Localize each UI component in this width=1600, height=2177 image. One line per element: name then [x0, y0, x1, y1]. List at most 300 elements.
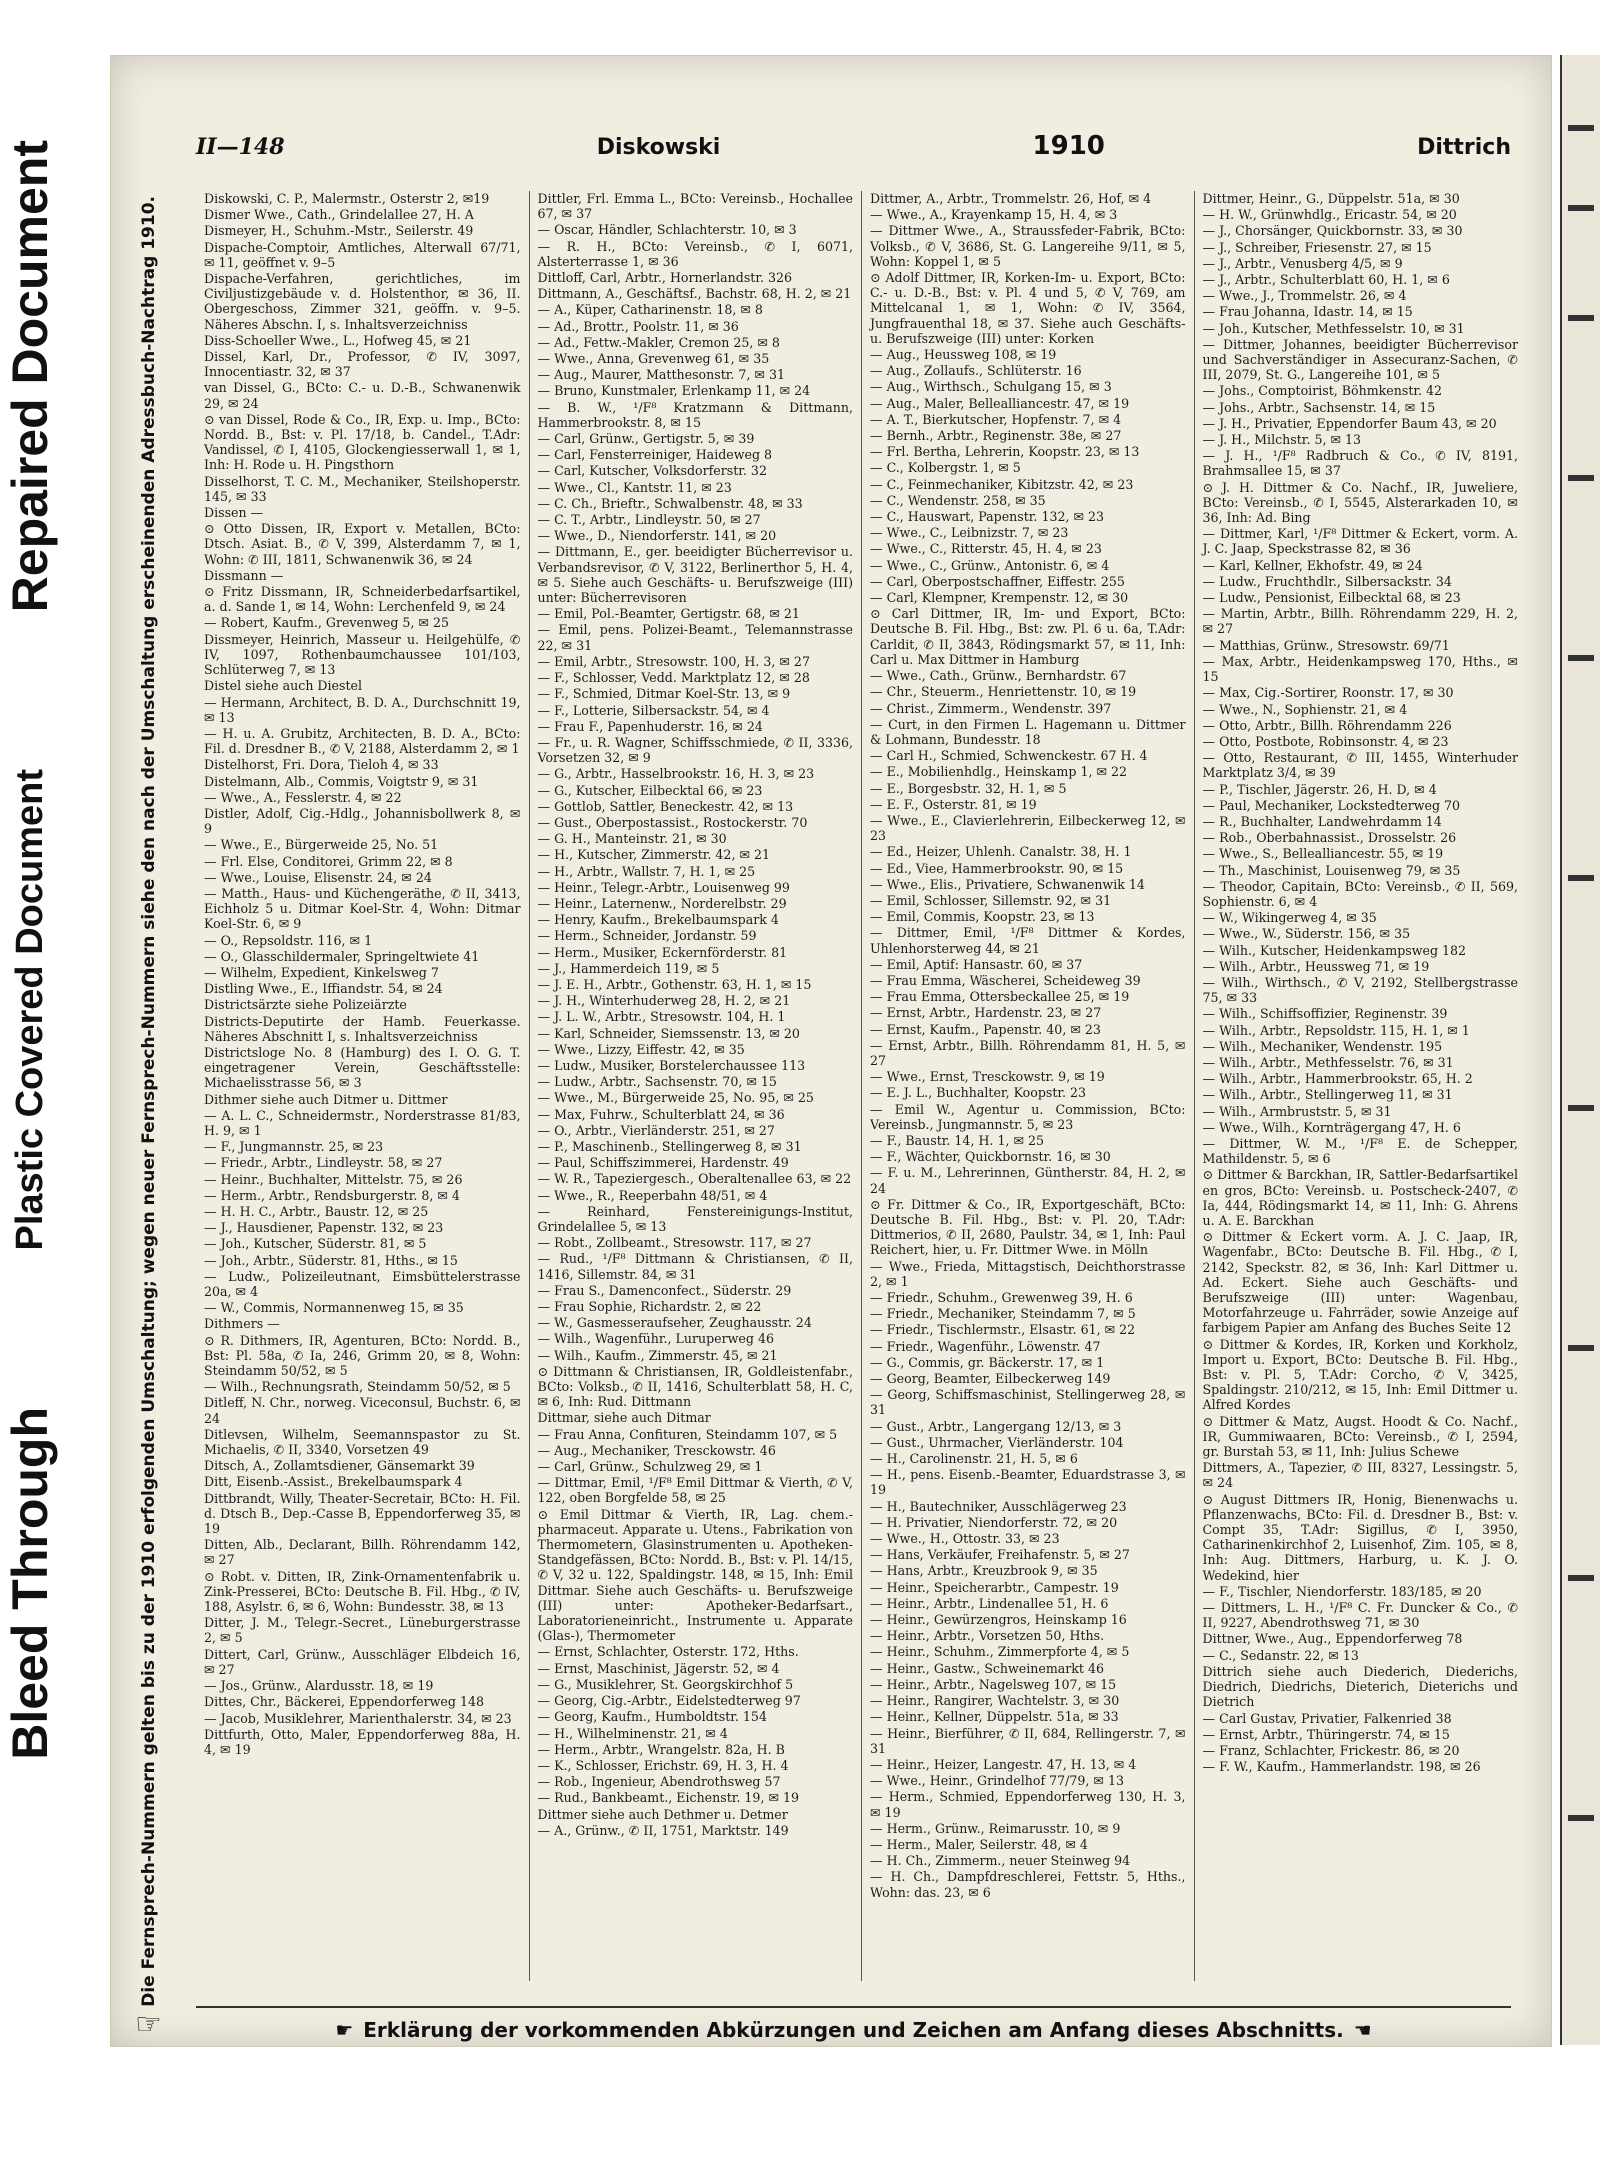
directory-entry: — Paul, Mechaniker, Lockstedterweg 70 — [1202, 797, 1461, 813]
directory-entry: — O., Repsoldstr. 116, ✉ 1 — [204, 932, 373, 948]
directory-entry: — J. H., Winterhuderweg 28, H. 2, ✉ 21 — [537, 993, 791, 1009]
directory-entry: — G. H., Manteinstr. 21, ✉ 30 — [537, 831, 727, 847]
directory-entry: — Joh., Kutscher, Methfesselstr. 10, ✉ 31 — [1202, 320, 1465, 336]
page-header — [196, 131, 1511, 181]
directory-entry: — O., Glasschildermaler, Springeltwiete 41 — [204, 948, 480, 964]
directory-entry: — Bruno, Kunstmaler, Erlenkamp 11, ✉ 24 — [537, 383, 811, 399]
label-repaired-document: Repaired Document — [2, 140, 58, 613]
directory-entry: — H., Wilhelminenstr. 21, ✉ 4 — [537, 1725, 728, 1741]
directory-entry: — Rob., Oberbahnassist., Drosselstr. 26 — [1202, 830, 1457, 846]
directory-entry: — Emil, Schlosser, Sillemstr. 92, ✉ 31 — [870, 892, 1112, 908]
directory-entry: — Jacob, Musiklehrer, Marienthalerstr. 34, ✉ 23 — [204, 1710, 512, 1726]
directory-entry: — Dittmann, E., ger. beeidigter Bücherrevisor u. Verbandsrevisor, ✆ V, 3122, Berlinerthor 5, H. 4, ✉ 5. Siehe auch Geschäfts- u. Berufszweige (III) unter: Bücherrevisoren — [537, 544, 853, 606]
directory-entry: — Wwe., Cath., Grünw., Bernhardstr. 67 — [870, 668, 1127, 684]
directory-entry: — Heinr., Telegr.-Arbtr., Louisenweg 99 — [537, 879, 790, 895]
directory-entry: Dismeyer, H., Schuhm.-Mstr., Seilerstr. 49 — [204, 223, 474, 239]
edge-mark — [1568, 1575, 1594, 1581]
directory-entry: — Wilh., Arbtr., Hammerbrookstr. 65, H. 2 — [1202, 1071, 1473, 1087]
directory-entry: — Heinr., Buchhalter, Mittelstr. 75, ✉ 26 — [204, 1171, 463, 1187]
directory-entry: Districtsärzte siehe Polizeiärzte — [204, 997, 407, 1013]
directory-entry: — A., Grünw., ✆ II, 1751, Marktstr. 149 — [537, 1822, 789, 1838]
directory-entry: — Wwe., S., Bellealliancestr. 55, ✉ 19 — [1202, 846, 1444, 862]
directory-entry: — Wwe., R., Reeperbahn 48/51, ✉ 4 — [537, 1187, 768, 1203]
directory-entry: Dissen — — [204, 505, 264, 521]
directory-entry: Dispache-Verfahren, gerichtliches, im Civiljustizgebäude v. d. Holstenthor, ✉ 36, II. Obergeschoss, Zimmer 321, geöffn. v. 9–5. Näheres Abschn. I, s. Inhaltsverzeichniss — [204, 271, 521, 332]
directory-entry: — Georg, Schiffsmaschinist, Stellingerweg 28, ✉ 31 — [870, 1387, 1186, 1418]
directory-entry: — Wwe., Elis., Privatiere, Schwanenwik 14 — [870, 876, 1145, 892]
directory-entry: — Hermann, Architect, B. D. A., Durchschnitt 19, ✉ 13 — [204, 694, 521, 725]
directory-entry: — Wwe., Lizzy, Eiffestr. 42, ✉ 35 — [537, 1041, 745, 1057]
directory-entry: Dithmers — — [204, 1316, 280, 1332]
directory-entry: — F., Schmied, Ditmar Koel-Str. 13, ✉ 9 — [537, 686, 791, 702]
directory-entry: Dittmer, A., Arbtr., Trommelstr. 26, Hof, ✉ 4 — [870, 191, 1152, 206]
directory-entry: — Heinr., Kellner, Düppelstr. 51a, ✉ 33 — [870, 1709, 1119, 1725]
directory-entry: — Ernst, Arbtr., Billh. Röhrendamm 81, H. 5, ✉ 27 — [870, 1037, 1186, 1068]
directory-entry: — C. T., Arbtr., Lindleystr. 50, ✉ 27 — [537, 512, 761, 528]
directory-entry: Distelmann, Alb., Commis, Voigtstr 9, ✉ 31 — [204, 773, 479, 789]
directory-entry: — A. L. C., Schneidermstr., Norderstrasse 81/83, H. 9, ✉ 1 — [204, 1107, 521, 1138]
header-year: 1910 — [1032, 131, 1105, 161]
directory-entry: — Max, Fuhrw., Schulterblatt 24, ✉ 36 — [537, 1106, 785, 1122]
label-bleed-through: Bleed Through — [2, 1407, 58, 1760]
directory-entry: — Ludw., Polizeileutnant, Eimsbüttelerstrasse 20a, ✉ 4 — [204, 1268, 521, 1300]
directory-entry: — Otto, Postbote, Robinsonstr. 4, ✉ 23 — [1202, 733, 1449, 749]
directory-entry: — Wilh., Arbtr., Heussweg 71, ✉ 19 — [1202, 958, 1430, 974]
directory-entry: — Rud., ¹/F⁸ Dittmann & Christiansen, ✆ II, 1416, Sillemstr. 84, ✉ 31 — [537, 1251, 853, 1282]
directory-entry: — Wwe., C., Ritterstr. 45, H. 4, ✉ 23 — [870, 541, 1102, 557]
directory-entry: — A. T., Bierkutscher, Hopfenstr. 7, ✉ 4 — [870, 411, 1122, 427]
directory-entry: — Wilh., Rechnungsrath, Steindamm 50/52, ✉ 5 — [204, 1379, 511, 1395]
directory-entry: — Herm., Arbtr., Rendsburgerstr. 8, ✉ 4 — [204, 1187, 460, 1203]
directory-entry: — Dittmer, Karl, ¹/F⁸ Dittmer & Eckert, vorm. A. J. C. Jaap, Speckstrasse 82, ✉ 36 — [1202, 526, 1518, 557]
directory-entry: — Hans, Arbtr., Kreuzbrook 9, ✉ 35 — [870, 1563, 1098, 1579]
directory-entry: — Aug., Zollaufs., Schlüterstr. 16 — [870, 363, 1082, 379]
directory-entry: — H., pens. Eisenb.-Beamter, Eduardstrasse 3, ✉ 19 — [870, 1467, 1186, 1498]
directory-entry: Dittmers, A., Tapezier, ✆ III, 8327, Lessingstr. 5, ✉ 24 — [1202, 1460, 1518, 1491]
directory-entry: — Th., Maschinist, Louisenweg 79, ✉ 35 — [1202, 862, 1461, 878]
edge-mark — [1568, 475, 1594, 481]
edge-mark — [1568, 315, 1594, 321]
directory-entry: — Wwe., W., Süderstr. 156, ✉ 35 — [1202, 926, 1411, 942]
directory-entry: — F., Tischler, Niendorferstr. 183/185, ✉ 20 — [1202, 1583, 1482, 1599]
directory-entry: — Wilh., Arbtr., Repsoldstr. 115, H. 1, ✉ 1 — [1202, 1022, 1470, 1038]
edge-mark — [1568, 1815, 1594, 1821]
directory-entry: Dithmer siehe auch Ditmer u. Dittmer — [204, 1091, 448, 1107]
edge-mark — [1568, 205, 1594, 211]
directory-entry: — Wwe., Cl., Kantstr. 11, ✉ 23 — [537, 479, 732, 495]
directory-entry: — K., Schlosser, Erichstr. 69, H. 3, H. 4 — [537, 1757, 789, 1773]
directory-entry: — Wwe., C., Grünw., Antonistr. 6, ✉ 4 — [870, 557, 1110, 573]
directory-entry: ⊙ R. Dithmers, IR, Agenturen, BCto: Nordd. B., Bst: Pl. 58a, ✆ Ia, 246, Grimm 20, ✉ 8, Wohn: Steindamm 50/52, ✉ 5 — [204, 1332, 521, 1379]
edge-mark — [1568, 655, 1594, 661]
directory-entry: Dittmar, siehe auch Ditmar — [537, 1410, 711, 1426]
directory-entry: — Wilh., Arbtr., Stellingerweg 11, ✉ 31 — [1202, 1087, 1453, 1103]
directory-entry: — Aug., Maurer, Matthesonstr. 7, ✉ 31 — [537, 367, 786, 383]
directory-entry: — Heinr., Arbtr., Vorsetzen 50, Hths. — [870, 1628, 1105, 1644]
directory-entry: — Ernst, Arbtr., Thüringerstr. 74, ✉ 15 — [1202, 1726, 1450, 1742]
directory-entry: Dittmer, Heinr., G., Düppelstr. 51a, ✉ 30 — [1202, 191, 1460, 206]
directory-entry: — Henry, Kaufm., Brekelbaumspark 4 — [537, 912, 779, 928]
directory-entry: — H., Kutscher, Zimmerstr. 42, ✉ 21 — [537, 847, 771, 863]
directory-entry: — Max, Cig.-Sortirer, Roonstr. 17, ✉ 30 — [1202, 685, 1454, 701]
directory-entry: — J., Hammerdeich 119, ✉ 5 — [537, 960, 720, 976]
directory-entry: — Ludw., Musiker, Borstelerchaussee 113 — [537, 1057, 806, 1073]
directory-entry: — H. W., Grünwhdlg., Ericastr. 54, ✉ 20 — [1202, 207, 1457, 223]
directory-entry: — Bernh., Arbtr., Reginenstr. 38e, ✉ 27 — [870, 428, 1122, 444]
directory-entry: — Dittmer, Emil, ¹/F⁸ Dittmer & Kordes, Uhlenhorsterweg 44, ✉ 21 — [870, 925, 1186, 956]
directory-entry: — Wilh., Mechaniker, Wendenstr. 195 — [1202, 1038, 1443, 1054]
directory-entry: ⊙ Dittmer & Kordes, IR, Korken und Korkholz, Import u. Export, BCto: Deutsche B. Fil. Hbg., Bst: v. Pl. 5, T.Adr: Corcho, ✆ V, 3425, Spaldingstr. 210/212, ✉ 15, Inh: Emil Dittmer u. Alfred Kordes — [1202, 1336, 1518, 1413]
directory-entry: — Heinr., Bierführer, ✆ II, 684, Rellingerstr. 7, ✉ 31 — [870, 1725, 1186, 1756]
directory-entry: — Frl. Else, Conditorei, Grimm 22, ✉ 8 — [204, 853, 453, 869]
directory-entry: Dittbrandt, Willy, Theater-Secretair, BCto: H. Fil. d. Dtsch B., Dep.-Casse B, Eppendorferweg 35, ✉ 19 — [204, 1490, 521, 1537]
directory-entry: — Wwe., E., Bürgerweide 25, No. 51 — [204, 837, 439, 853]
directory-entry: — H., Bautechniker, Ausschlägerweg 23 — [870, 1498, 1127, 1514]
directory-entry: — Heinr., Gastw., Schweinemarkt 46 — [870, 1660, 1105, 1676]
directory-entry: — C., Hauswart, Papenstr. 132, ✉ 23 — [870, 509, 1105, 525]
directory-entry: — Friedr., Wagenführ., Löwenstr. 47 — [870, 1338, 1101, 1354]
directory-entry: Dissel, Karl, Dr., Professor, ✆ IV, 3097, Innocentiastr. 32, ✉ 37 — [204, 349, 521, 380]
directory-entry: — Ed., Heizer, Uhlenh. Canalstr. 38, H. 1 — [870, 844, 1132, 860]
directory-entry: — J. L. W., Arbtr., Stresowstr. 104, H. 1 — [537, 1009, 786, 1025]
directory-entry: — Matthias, Grünw., Stresowstr. 69/71 — [1202, 637, 1450, 653]
directory-entry: — Frau Emma, Ottersbeckallee 25, ✉ 19 — [870, 989, 1130, 1005]
directory-entry: — Hans, Verkäufer, Freihafenstr. 5, ✉ 27 — [870, 1547, 1130, 1563]
directory-entry: — Ad., Brottr., Poolstr. 11, ✉ 36 — [537, 318, 739, 334]
directory-entry: — Heinr., Arbtr., Lindenallee 51, H. 6 — [870, 1595, 1109, 1611]
directory-entry: — Wwe., C., Leibnizstr. 7, ✉ 23 — [870, 525, 1069, 541]
directory-entry: — Fr., u. R. Wagner, Schiffsschmiede, ✆ II, 3336, Vorsetzen 32, ✉ 9 — [537, 734, 853, 766]
directory-entry: — A., Küper, Catharinenstr. 18, ✉ 8 — [537, 302, 763, 318]
column-4 — [1194, 191, 1527, 1981]
directory-entry: — J. E. H., Arbtr., Gothenstr. 63, H. 1, ✉ 15 — [537, 976, 812, 992]
directory-entry: — Robert, Kaufm., Grevenweg 5, ✉ 25 — [204, 615, 450, 631]
directory-entry: ⊙ Adolf Dittmer, IR, Korken-Im- u. Export, BCto: C.- u. D.-B., Bst: v. Pl. 4 und 5, ✆ V, 769, am Mittelcanal 1, ✉ 1, Wohn: ✆ IV, 3564, Jungfrauenthal 18, ✉ 37. Siehe auch Geschäfts- u. Berufszweige (III) unter: Korken — [870, 270, 1186, 346]
header-last-entry: Dittrich — [1417, 135, 1511, 160]
directory-entry: ⊙ Dittmer & Barckhan, IR, Sattler-Bedarfsartikel en gros, BCto: Vereinsb. u. Postscheck-2407, ✆ Ia, 444, Rödingsmarkt 14, ✉ 11, Inh: G. Ahrens u. A. E. Barckhan — [1202, 1167, 1518, 1228]
directory-entry: — Otto, Arbtr., Billh. Röhrendamm 226 — [1202, 717, 1452, 733]
directory-entry: — W. R., Tapeziergesch., Oberaltenallee 63, ✉ 22 — [537, 1171, 852, 1187]
directory-entry: — Georg, Cig.-Arbtr., Eidelstedterweg 97 — [537, 1693, 801, 1709]
directory-entry: Dissmeyer, Heinrich, Masseur u. Heilgehülfe, ✆ IV, 1097, Rothenbaumchaussee 101/103, Schlüterweg 7, ✉ 13 — [204, 631, 521, 678]
page-number: II—148 — [196, 134, 285, 160]
directory-entry: — Wilh., Kaufm., Zimmerstr. 45, ✉ 21 — [537, 1347, 778, 1363]
directory-entry: — Emil, pens. Polizei-Beamt., Telemannstrasse 22, ✉ 31 — [537, 622, 853, 653]
directory-entry: Dittes, Chr., Bäckerei, Eppendorferweg 148 — [204, 1694, 484, 1710]
directory-entry: — F., Schlosser, Vedd. Marktplatz 12, ✉ 28 — [537, 670, 810, 686]
directory-entry: — Wwe., H., Ottostr. 33, ✉ 23 — [870, 1531, 1060, 1547]
directory-entry: Dismer Wwe., Cath., Grindelallee 27, H. A — [204, 207, 474, 223]
directory-entry: — Curt, in den Firmen L. Hagemann u. Dittmer & Lohmann, Bundesstr. 18 — [870, 716, 1186, 747]
directory-entry: — W., Gasmesseraufseher, Zeughausstr. 24 — [537, 1315, 812, 1331]
directory-entry: — Wilh., Kutscher, Heidenkampsweg 182 — [1202, 942, 1467, 958]
directory-entry: — P., Tischler, Jägerstr. 26, H. D, ✉ 4 — [1202, 781, 1437, 797]
directory-entry: — Wwe., Heinr., Grindelhof 77/79, ✉ 13 — [870, 1773, 1125, 1789]
next-page-edge — [1560, 55, 1600, 2045]
directory-entry: — Emil, Aptif: Hansastr. 60, ✉ 37 — [870, 956, 1083, 972]
directory-entry: — Dittmer Wwe., A., Straussfeder-Fabrik, BCto: Volksb., ✆ V, 3686, St. G. Langereihe 9/11, ✉ 5, Wohn: Koppel 1, ✉ 5 — [870, 223, 1186, 269]
directory-entry: Dittler, Frl. Emma L., BCto: Vereinsb., Hochallee 67, ✉ 37 — [537, 191, 853, 222]
directory-entry: — Wwe., A., Fesslerstr. 4, ✉ 22 — [204, 789, 402, 805]
directory-entry: — R. H., BCto: Vereinsb., ✆ I, 6071, Alsterterrasse 1, ✉ 36 — [537, 238, 853, 269]
directory-entry: — Robt., Zollbeamt., Stresowstr. 117, ✉ 27 — [537, 1235, 812, 1251]
directory-entry: — Ludw., Fruchthdlr., Silbersackstr. 34 — [1202, 573, 1452, 589]
directory-entry: — G., Commis, gr. Bäckerstr. 17, ✉ 1 — [870, 1354, 1105, 1370]
directory-entry: — Rob., Ingenieur, Abendrothsweg 57 — [537, 1774, 781, 1790]
directory-entry: — Wwe., Anna, Grevenweg 61, ✉ 35 — [537, 351, 770, 367]
directory-entry: — Friedr., Tischlermstr., Elsastr. 61, ✉ 22 — [870, 1322, 1136, 1338]
directory-entry: Districtsloge No. 8 (Hamburg) des I. O. G. T. eingetragener Verein, Geschäftsstelle: Michaelisstrasse 56, ✉ 3 — [204, 1044, 521, 1091]
directory-entry: — G., Kutscher, Eilbecktal 66, ✉ 23 — [537, 782, 763, 798]
directory-entry: ⊙ Otto Dissen, IR, Export v. Metallen, BCto: Dtsch. Asiat. B., ✆ V, 399, Alsterdamm 7, ✉ 1, Wohn: ✆ III, 1811, Schwanenwik 36, ✉ 24 — [204, 521, 521, 567]
edge-mark — [1568, 125, 1594, 131]
directory-entry: Districts-Deputirte der Hamb. Feuerkasse. Näheres Abschnitt I, s. Inhaltsverzeichniss — [204, 1013, 521, 1044]
directory-entry: — Wilh., Armbruststr. 5, ✉ 31 — [1202, 1103, 1392, 1119]
directory-entry: ⊙ Robt. v. Ditten, IR, Zink-Ornamentenfabrik u. Zink-Presserei, BCto: Deutsche B. Fil. Hbg., ✆ IV, 188, Asylstr. 6, ✉ 6, Wohn: Bundesstr. 38, ✉ 13 — [204, 1568, 521, 1615]
directory-entry: — Wwe., N., Sophienstr. 21, ✉ 4 — [1202, 701, 1408, 717]
directory-entry: — F. u. M., Lehrerinnen, Güntherstr. 84, H. 2, ✉ 24 — [870, 1165, 1186, 1196]
directory-entry: — H. H. C., Arbtr., Baustr. 12, ✉ 25 — [204, 1204, 429, 1219]
directory-entry: — W., Commis, Normannenweg 15, ✉ 35 — [204, 1300, 464, 1316]
directory-entry: — Wilh., Schiffsoffizier, Reginenstr. 39 — [1202, 1006, 1448, 1022]
directory-entry: — Herm., Schmied, Eppendorferweg 130, H. 3, ✉ 19 — [870, 1789, 1186, 1820]
directory-entry: — Wilh., Wirthsch., ✆ V, 2192, Stellbergstrasse 75, ✉ 33 — [1202, 974, 1518, 1006]
directory-entry: Distelhorst, Fri. Dora, Tieloh 4, ✉ 33 — [204, 757, 439, 773]
directory-entry: — Dittmers, L. H., ¹/F⁸ C. Fr. Duncker & Co., ✆ II, 9227, Abendrothsweg 71, ✉ 30 — [1202, 1600, 1518, 1631]
directory-entry: — J., Chorsänger, Quickbornstr. 33, ✉ 30 — [1202, 223, 1463, 239]
directory-entry: — Wilh., Arbtr., Methfesselstr. 76, ✉ 31 — [1202, 1054, 1454, 1070]
directory-entry: — P., Maschinenb., Stellingerweg 8, ✉ 31 — [537, 1138, 802, 1154]
directory-entry: — Wilh., Wagenführ., Luruperweg 46 — [537, 1331, 774, 1347]
directory-entry: — Herm., Musiker, Eckernförderstr. 81 — [537, 944, 788, 960]
directory-entry: — C. Ch., Brieftr., Schwalbenstr. 48, ✉ 33 — [537, 495, 803, 511]
directory-entry: Dispache-Comptoir, Amtliches, Alterwall 67/71, ✉ 11, geöffnet v. 9–5 — [204, 239, 521, 270]
directory-entry: — Dittmer, W. M., ¹/F⁸ E. de Schepper, Mathildenstr. 5, ✉ 6 — [1202, 1135, 1518, 1167]
directory-columns — [196, 191, 1526, 1981]
directory-entry: ⊙ Dittmer & Matz, Augst. Hoodt & Co. Nachf., IR, Gummiwaaren, BCto: Vereinsb., ✆ I, 2594, gr. Burstah 53, ✉ 11, Inh: Julius Schewe — [1202, 1413, 1518, 1460]
directory-entry: — C., Kolbergstr. 1, ✉ 5 — [870, 460, 1021, 476]
directory-entry: Ditten, Alb., Declarant, Billh. Röhrendamm 142, ✉ 27 — [204, 1537, 521, 1568]
label-plastic-covered-document: Plastic Covered Document — [8, 769, 51, 1251]
directory-entry: — Heinr., Laternenw., Norderelbstr. 29 — [537, 895, 787, 911]
directory-entry: — Heinr., Rangirer, Wachtelstr. 3, ✉ 30 — [870, 1693, 1120, 1709]
directory-entry: — Carl, Grünw., Gertigstr. 5, ✉ 39 — [537, 431, 755, 447]
directory-entry: — Georg, Kaufm., Humboldtstr. 154 — [537, 1709, 767, 1725]
directory-entry: — Joh., Kutscher, Süderstr. 81, ✉ 5 — [204, 1236, 427, 1252]
directory-entry: — Herm., Arbtr., Wrangelstr. 82a, H. B — [537, 1741, 785, 1757]
directory-entry: — E. F., Osterstr. 81, ✉ 19 — [870, 796, 1037, 812]
directory-entry: — H. Ch., Zimmerm., neuer Steinweg 94 — [870, 1853, 1131, 1869]
directory-entry: — Carl, Oberpostschaffner, Eiffestr. 255 — [870, 573, 1125, 589]
directory-entry: — Carl, Grünw., Schulzweg 29, ✉ 1 — [537, 1459, 763, 1475]
directory-entry: — H. u. A. Grubitz, Architecten, B. D. A., BCto: Fil. d. Dresdner B., ✆ V, 2188, Alsterdamm 2, ✉ 1 — [204, 725, 521, 757]
directory-entry: Dittner, Wwe., Aug., Eppendorferweg 78 — [1202, 1631, 1463, 1647]
directory-entry: — Wwe., Frieda, Mittagstisch, Deichthorstrasse 2, ✉ 1 — [870, 1258, 1186, 1289]
directory-entry: — C., Feinmechaniker, Kibitzstr. 42, ✉ 23 — [870, 476, 1134, 492]
directory-entry: — Heinr., Speicherarbtr., Campestr. 19 — [870, 1579, 1119, 1595]
directory-entry: — H., Carolinenstr. 21, H. 5, ✉ 6 — [870, 1451, 1078, 1467]
directory-entry: — Chr., Steuerm., Henriettenstr. 10, ✉ 19 — [870, 684, 1137, 700]
directory-entry: Diskowski, C. P., Malermstr., Osterstr 2, ✉19 — [204, 191, 490, 206]
directory-entry: — F., Wächter, Quickbornstr. 16, ✉ 30 — [870, 1149, 1111, 1165]
directory-entry: — Wwe., Ernst, Tresckowstr. 9, ✉ 19 — [870, 1069, 1105, 1085]
directory-entry: — Joh., Arbtr., Süderstr. 81, Hths., ✉ 15 — [204, 1252, 458, 1268]
directory-entry: — Georg, Beamter, Eilbeckerweg 149 — [870, 1371, 1111, 1387]
directory-entry: ⊙ Dittmann & Christiansen, IR, Goldleistenfabr., BCto: Volksb., ✆ II, 1416, Schulterblatt 58, H. C, ✉ 6, Inh: Rud. Dittmann — [537, 1363, 853, 1410]
directory-entry: — H. Ch., Dampfdreschlerei, Fettstr. 5, Hths., Wohn: das. 23, ✉ 6 — [870, 1869, 1186, 1900]
directory-entry: — Friedr., Mechaniker, Steindamm 7, ✉ 5 — [870, 1306, 1136, 1322]
directory-entry: — Ernst, Kaufm., Papenstr. 40, ✉ 23 — [870, 1021, 1101, 1037]
directory-entry: Ditleff, N. Chr., norweg. Viceconsul, Buchstr. 6, ✉ 24 — [204, 1395, 521, 1426]
directory-entry: — Emil, Pol.-Beamter, Gertigstr. 68, ✉ 21 — [537, 606, 800, 622]
directory-entry: — E., Mobilienhdlg., Heinskamp 1, ✉ 22 — [870, 764, 1128, 780]
directory-entry: — Gottlob, Sattler, Beneckestr. 42, ✉ 13 — [537, 798, 794, 814]
directory-entry: — Gust., Arbtr., Langergang 12/13, ✉ 3 — [870, 1418, 1122, 1434]
directory-entry: — Gust., Uhrmacher, Vierländerstr. 104 — [870, 1434, 1124, 1450]
edge-mark — [1568, 875, 1594, 881]
scan-condition-labels — [0, 140, 60, 1760]
directory-entry: ⊙ Carl Dittmer, IR, Im- und Export, BCto: Deutsche B. Fil. Hbg., Bst: zw. Pl. 6 u. 6a, T.Adr: Carldit, ✆ II, 3843, Rödingsmarkt 57, ✉ 11, Inh: Carl u. Max Dittmer in Hamburg — [870, 606, 1186, 667]
directory-entry: — Heinr., Heizer, Langestr. 47, H. 13, ✉ 4 — [870, 1756, 1137, 1772]
directory-entry: ⊙ van Dissel, Rode & Co., IR, Exp. u. Imp., BCto: Nordd. B., Bst: v. Pl. 17/18, b. Candel., T.Adr: Vandissel, ✆ I, 4105, Glockengiesserwall 1, ✉ 1, Inh: H. Rode u. H. Pingsthorn — [204, 411, 521, 473]
directory-entry: — Carl, Kutscher, Volksdorferstr. 32 — [537, 463, 767, 479]
directory-entry: — Reinhard, Fenstereinigungs-Institut, Grindelallee 5, ✉ 13 — [537, 1203, 853, 1234]
directory-entry: — Gust., Oberpostassist., Rostockerstr. 70 — [537, 814, 808, 830]
directory-entry: — J., Schreiber, Friesenstr. 27, ✉ 15 — [1202, 239, 1432, 255]
directory-entry: — J. H., Milchstr. 5, ✉ 13 — [1202, 432, 1362, 448]
directory-entry: — Heinr., Gewürzengros, Heinskamp 16 — [870, 1612, 1127, 1628]
directory-entry: — Frau Emma, Wäscherei, Scheideweg 39 — [870, 972, 1141, 988]
directory-entry: — Aug., Wirthsch., Schulgang 15, ✉ 3 — [870, 379, 1112, 395]
directory-entry: — W., Wikingerweg 4, ✉ 35 — [1202, 910, 1377, 926]
directory-entry: — C., Sedanstr. 22, ✉ 13 — [1202, 1647, 1359, 1663]
directory-entry: — Johs., Arbtr., Sachsenstr. 14, ✉ 15 — [1202, 399, 1436, 415]
directory-entry: — Franz, Schlachter, Frickestr. 86, ✉ 20 — [1202, 1742, 1460, 1758]
directory-entry: — Rud., Bankbeamt., Eichenstr. 19, ✉ 19 — [537, 1790, 800, 1806]
directory-entry: — Martin, Arbtr., Billh. Röhrendamm 229, H. 2, ✉ 27 — [1202, 606, 1518, 637]
directory-entry: — Friedr., Arbtr., Lindleystr. 58, ✉ 27 — [204, 1155, 443, 1171]
directory-entry: — E., Borgesbstr. 32, H. 1, ✉ 5 — [870, 780, 1067, 796]
directory-entry: — O., Arbtr., Vierländerstr. 251, ✉ 27 — [537, 1122, 775, 1138]
directory-entry: Ditt, Eisenb.-Assist., Brekelbaumspark 4 — [204, 1474, 463, 1490]
directory-entry: — Ernst, Arbtr., Hardenstr. 23, ✉ 27 — [870, 1005, 1102, 1021]
directory-entry: — F., Jungmannstr. 25, ✉ 23 — [204, 1139, 384, 1155]
directory-entry: — F. W., Kaufm., Hammerlandstr. 198, ✉ 26 — [1202, 1759, 1481, 1775]
directory-entry: — Herm., Maler, Seilerstr. 48, ✉ 4 — [870, 1836, 1088, 1852]
directory-entry: — Wwe., A., Krayenkamp 15, H. 4, ✉ 3 — [870, 207, 1118, 223]
column-1 — [196, 191, 529, 1981]
directory-entry: — Carl Gustav, Privatier, Falkenried 38 — [1202, 1710, 1452, 1726]
directory-entry: — Ludw., Pensionist, Eilbecktal 68, ✉ 23 — [1202, 590, 1461, 606]
directory-entry: — F., Baustr. 14, H. 1, ✉ 25 — [870, 1132, 1045, 1148]
directory-entry: — H., Arbtr., Wallstr. 7, H. 1, ✉ 25 — [537, 863, 756, 879]
directory-entry: — Theodor, Capitain, BCto: Vereinsb., ✆ II, 569, Sophienstr. 6, ✉ 4 — [1202, 878, 1518, 909]
directory-entry: — Ernst, Maschinist, Jägerstr. 52, ✉ 4 — [537, 1660, 780, 1676]
directory-entry: — Wwe., E., Clavierlehrerin, Eilbeckerweg 12, ✉ 23 — [870, 812, 1186, 844]
directory-entry: — Frau S., Damenconfect., Süderstr. 29 — [537, 1282, 792, 1298]
directory-entry: ⊙ Emil Dittmar & Vierth, IR, Lag. chem.-pharmaceut. Apparate u. Utens., Fabrikation von Thermometern, Glasinstrumenten u. Apotheken-Standgefässen, BCto: Nordd. B., Bst: v. Pl. 14/15, ✆ V, 32 u. 122, Spaldingstr. 148, ✉ 15, Inh: Emil Dittmar. Siehe auch Geschäfts- u. Berufszweige (III) unter: Apotheker-Bedarfsart., Laboratorieneinricht., Instrumente u. Apparate (Glas-), Thermometer — [537, 1506, 853, 1644]
phone-number-notice: Die Fernsprech-Nummern gelten bis zu der 1910 erfolgenden Umschaltung; wegen neuer Fernsprech-Nummern siehe den nach der Umschaltung erscheinenden Adressbuch-Nachtrag 1910. — [138, 196, 159, 2007]
directory-entry: — Frau Anna, Confituren, Steindamm 107, ✉ 5 — [537, 1426, 838, 1442]
directory-entry: — Dittmar, Emil, ¹/F⁸ Emil Dittmar & Vierth, ✆ V, 122, oben Borgfelde 58, ✉ 25 — [537, 1475, 853, 1506]
directory-entry: — J., Arbtr., Schulterblatt 60, H. 1, ✉ 6 — [1202, 272, 1450, 288]
directory-entry: — G., Musiklehrer, St. Georgskirchhof 5 — [537, 1676, 794, 1692]
directory-entry: van Dissel, G., BCto: C.- u. D.-B., Schwanenwik 29, ✉ 24 — [204, 380, 521, 411]
directory-entry: — Friedr., Schuhm., Grewenweg 39, H. 6 — [870, 1290, 1133, 1306]
directory-entry: Dittmer siehe auch Dethmer u. Detmer — [537, 1806, 788, 1822]
directory-entry: — Carl, Fensterreiniger, Haideweg 8 — [537, 447, 773, 463]
directory-entry: Diss-Schoeller Wwe., L., Hofweg 45, ✉ 21 — [204, 332, 472, 348]
directory-entry: Dittloff, Carl, Arbtr., Hornerlandstr. 326 — [537, 270, 793, 286]
directory-entry: — Aug., Heussweg 108, ✉ 19 — [870, 347, 1057, 363]
directory-entry: Ditsch, A., Zollamtsdiener, Gänsemarkt 39 — [204, 1458, 475, 1474]
pointing-hand-left-icon: ☚ — [1353, 2018, 1372, 2042]
directory-entry: Ditlevsen, Wilhelm, Seemannspastor zu St. Michaelis, ✆ II, 3340, Vorsetzen 49 — [204, 1426, 521, 1458]
directory-entry: — C., Wendenstr. 258, ✉ 35 — [870, 492, 1046, 508]
directory-entry: — Paul, Schiffszimmerei, Hardenstr. 49 — [537, 1155, 789, 1171]
edge-mark — [1568, 1105, 1594, 1111]
directory-entry: — Wwe., J., Trommelstr. 26, ✉ 4 — [1202, 288, 1407, 304]
header-first-entry: Diskowski — [596, 135, 721, 160]
directory-entry: — Ed., Viee, Hammerbrookstr. 90, ✉ 15 — [870, 860, 1124, 876]
directory-entry: — Emil, Arbtr., Stresowstr. 100, H. 3, ✉ 27 — [537, 653, 810, 669]
directory-entry: — J. H., Privatier, Eppendorfer Baum 43, ✉ 20 — [1202, 415, 1497, 431]
directory-entry: — Heinr., Schuhm., Zimmerpforte 4, ✉ 5 — [870, 1644, 1130, 1660]
directory-entry: ⊙ Dittmer & Eckert vorm. A. J. C. Jaap, IR, Wagenfabr., BCto: Deutsche B. Fil. Hbg., ✆ I, 2142, Speckstr. 82, ✉ 36, Inh: Karl Dittmer u. Ad. Eckert. Siehe auch Geschäfts- und Berufszweige (III) unter: Wagenbau, Motorfahrzeuge u. Fahrräder, sowie Anzeige auf farbigem Papier am Anfang des Buches Seite 12 — [1202, 1229, 1518, 1336]
directory-entry: — Johs., Comptoirist, Böhmkenstr. 42 — [1202, 383, 1443, 399]
directory-entry: — J., Hausdiener, Papenstr. 132, ✉ 23 — [204, 1220, 444, 1236]
directory-entry: — Ernst, Schlachter, Osterstr. 172, Hths. — [537, 1644, 799, 1660]
directory-entry: Dittert, Carl, Grünw., Ausschläger Elbdeich 16, ✉ 27 — [204, 1646, 521, 1677]
sidebar-notice — [111, 196, 186, 2042]
directory-entry: — Wwe., Wilh., Kornträgergang 47, H. 6 — [1202, 1119, 1461, 1135]
directory-entry: — Wilhelm, Expedient, Kinkelsweg 7 — [204, 964, 439, 980]
directory-entry: Dittrich siehe auch Diederich, Diederichs, Diedrich, Diedrichs, Dieterich, Dieterichs und Dietrich — [1202, 1663, 1518, 1710]
directory-entry: — Emil W., Agentur u. Commission, BCto: Vereinsb., Jungmannstr. 5, ✉ 23 — [870, 1101, 1186, 1132]
directory-entry: Dissmann — — [204, 567, 284, 583]
directory-entry: — Wwe., Louise, Elisenstr. 24, ✉ 24 — [204, 869, 432, 885]
directory-entry: — Aug., Maler, Bellealliancestr. 47, ✉ 19 — [870, 395, 1130, 411]
directory-entry: Dittmann, A., Geschäftsf., Bachstr. 68, H. 2, ✉ 21 — [537, 286, 852, 302]
directory-entry: — Max, Arbtr., Heidenkampsweg 170, Hths., ✉ 15 — [1202, 653, 1518, 685]
column-2 — [529, 191, 862, 1981]
directory-entry: — Aug., Mechaniker, Tresckowstr. 46 — [537, 1442, 776, 1458]
directory-entry: — Dittmer, Johannes, beeidigter Bücherrevisor und Sachverständiger in Assecuranz-Sachen, ✆ III, 2079, St. G., Langereihe 101, ✉ 5 — [1202, 336, 1518, 383]
directory-entry: — Frau F., Papenhuderstr. 16, ✉ 24 — [537, 718, 763, 734]
pointing-hand-icon: ☛ — [335, 2018, 354, 2042]
directory-entry: Dittfurth, Otto, Maler, Eppendorferweg 88a, H. 4, ✉ 19 — [204, 1726, 521, 1757]
directory-entry: Disselhorst, T. C. M., Mechaniker, Steilshoperstr. 145, ✉ 33 — [204, 473, 521, 504]
pointing-hand-icon: ☞ — [135, 2006, 162, 2042]
directory-entry: — J., Arbtr., Venusberg 4/5, ✉ 9 — [1202, 255, 1403, 271]
directory-entry: ⊙ J. H. Dittmer & Co. Nachf., IR, Juweliere, BCto: Vereinsb., ✆ I, 5545, Alsterarkaden 10, ✉ 36, Inh: Ad. Bing — [1202, 479, 1518, 526]
directory-entry: — G., Arbtr., Hasselbrookstr. 16, H. 3, ✉ 23 — [537, 766, 815, 782]
directory-entry: — R., Buchhalter, Landwehrdamm 14 — [1202, 813, 1442, 829]
directory-page — [110, 55, 1552, 2047]
directory-entry: — B. W., ¹/F⁸ Kratzmann & Dittmann, Hammerbrookstr. 8, ✉ 15 — [537, 399, 853, 430]
abbreviation-note: Erklärung der vorkommenden Abkürzungen und Zeichen am Anfang dieses Abschnitts. — [363, 2018, 1344, 2042]
directory-entry: — Frau Sophie, Richardstr. 2, ✉ 22 — [537, 1299, 762, 1315]
page-footer — [196, 2006, 1511, 2042]
directory-entry: — Karl, Schneider, Siemssenstr. 13, ✉ 20 — [537, 1025, 800, 1041]
directory-entry: — Ad., Fettw.-Makler, Cremon 25, ✉ 8 — [537, 334, 780, 350]
directory-entry: — Oscar, Händler, Schlachterstr. 10, ✉ 3 — [537, 222, 797, 238]
directory-entry: ⊙ Fritz Dissmann, IR, Schneiderbedarfsartikel, a. d. Sande 1, ✉ 14, Wohn: Lerchenfeld 9, ✉ 24 — [204, 584, 521, 615]
directory-entry: — Ludw., Arbtr., Sachsenstr. 70, ✉ 15 — [537, 1074, 777, 1090]
directory-entry: ⊙ Fr. Dittmer & Co., IR, Exportgeschäft, BCto: Deutsche B. Fil. Hbg., Bst: v. Pl. 20, T.Adr: Dittmerios, ✆ II, 2680, Paulstr. 34, ✉ 1, Inh: Paul Reichert, hier, u. Fr. Dittmer Wwe. in Mölln — [870, 1196, 1186, 1258]
directory-entry: — F., Lotterie, Silbersackstr. 54, ✉ 4 — [537, 702, 770, 718]
directory-entry: — Frl. Bertha, Lehrerin, Koopstr. 23, ✉ 13 — [870, 444, 1140, 460]
